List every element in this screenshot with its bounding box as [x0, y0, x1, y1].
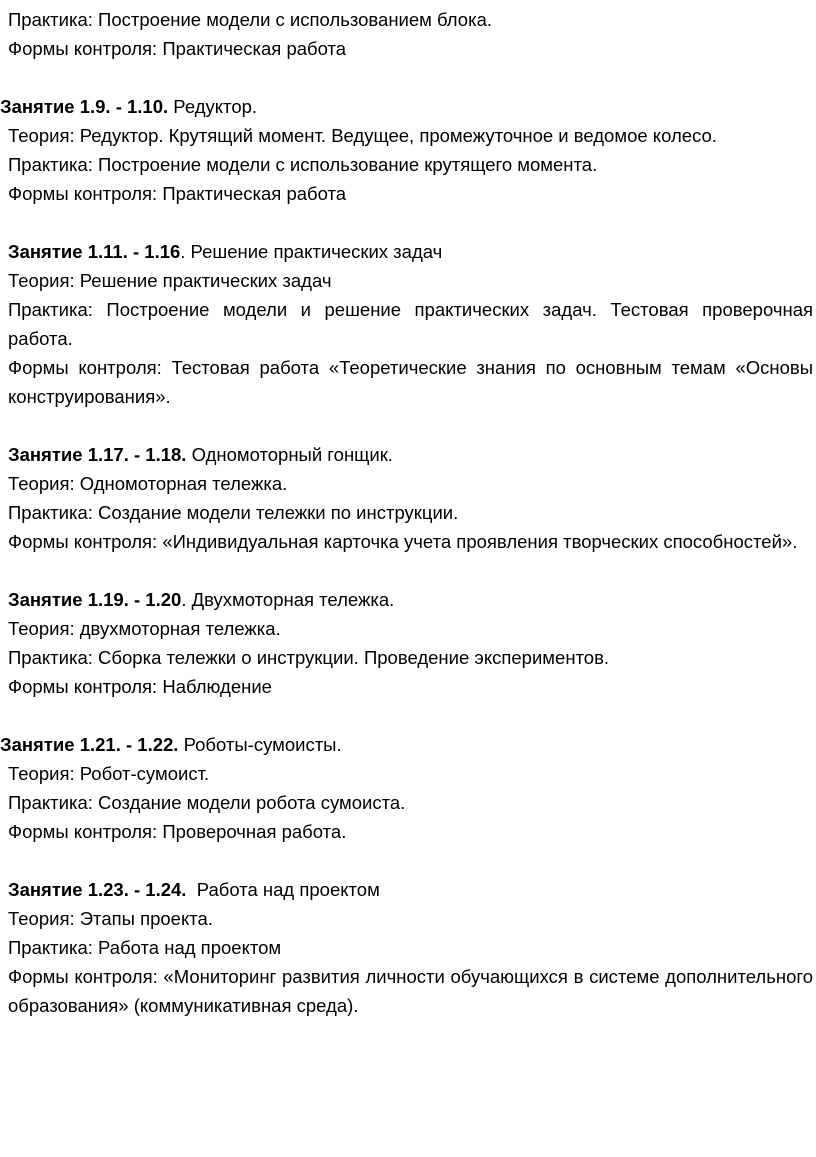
session-title: Редуктор.: [168, 96, 258, 117]
session-control: Формы контроля: «Индивидуальная карточка учета проявления творческих способностей».: [8, 531, 798, 552]
session-heading: [0, 730, 813, 759]
session-label: Занятие 1.17. - 1.18.: [8, 444, 187, 465]
session-label: Занятие 1.19. - 1.20: [8, 589, 182, 610]
session-control: Формы контроля: Наблюдение: [8, 676, 272, 697]
spacer: [8, 701, 813, 730]
spacer: [8, 556, 813, 585]
session-practice: Практика: Создание модели робота сумоиста.: [8, 792, 406, 813]
session-label: Занятие 1.9. - 1.10.: [0, 96, 169, 117]
session-heading: [0, 92, 813, 121]
session-practice: Практика: Сборка тележки о инструкции. Проведение экспериментов.: [8, 647, 610, 668]
intro-control: Формы контроля: Практическая работа: [8, 38, 347, 59]
session-control: Формы контроля: Тестовая работа «Теоретические знания по основным темам «Основы конструирования».: [8, 357, 813, 407]
session-practice: Практика: Создание модели тележки по инструкции.: [8, 502, 459, 523]
session-heading: [8, 875, 813, 904]
session-practice: Практика: Работа над проектом: [8, 937, 282, 958]
session-title: Работа над проектом: [186, 879, 380, 900]
session-title: . Двухмоторная тележка.: [181, 589, 395, 610]
session-heading: [8, 440, 813, 469]
session-theory: Теория: Одномоторная тележка.: [8, 473, 288, 494]
spacer: [8, 63, 813, 92]
session-heading: [8, 237, 813, 266]
intro-practice: Практика: Построение модели с использованием блока.: [8, 9, 493, 30]
session-label: Занятие 1.11. - 1.16: [8, 241, 181, 262]
spacer: [8, 846, 813, 875]
session-theory: Теория: Этапы проекта.: [8, 908, 213, 929]
session-theory: Теория: Редуктор. Крутящий момент. Ведущее, промежуточное и ведомое колесо.: [8, 125, 717, 146]
session-label: Занятие 1.21. - 1.22.: [0, 734, 179, 755]
session-title: Роботы-сумоисты.: [178, 734, 342, 755]
spacer: [8, 208, 813, 237]
session-control: Формы контроля: Практическая работа: [8, 183, 347, 204]
session-theory: Теория: Решение практических задач: [8, 270, 332, 291]
session-label: Занятие 1.23. - 1.24.: [8, 879, 187, 900]
session-practice: Практика: Построение модели и решение практических задач. Тестовая проверочная работа.: [8, 299, 813, 349]
session-heading: [8, 585, 813, 614]
session-title: . Решение практических задач: [180, 241, 443, 262]
session-theory: Теория: двухмоторная тележка.: [8, 618, 281, 639]
session-control: Формы контроля: «Мониторинг развития личности обучающихся в системе дополнительного образования» (коммуникативная среда).: [8, 966, 813, 1016]
session-title: Одномоторный гонщик.: [186, 444, 393, 465]
session-control: Формы контроля: Проверочная работа.: [8, 821, 347, 842]
spacer: [8, 411, 813, 440]
session-theory: Теория: Робот-сумоист.: [8, 763, 210, 784]
session-practice: Практика: Построение модели с использование крутящего момента.: [8, 154, 598, 175]
